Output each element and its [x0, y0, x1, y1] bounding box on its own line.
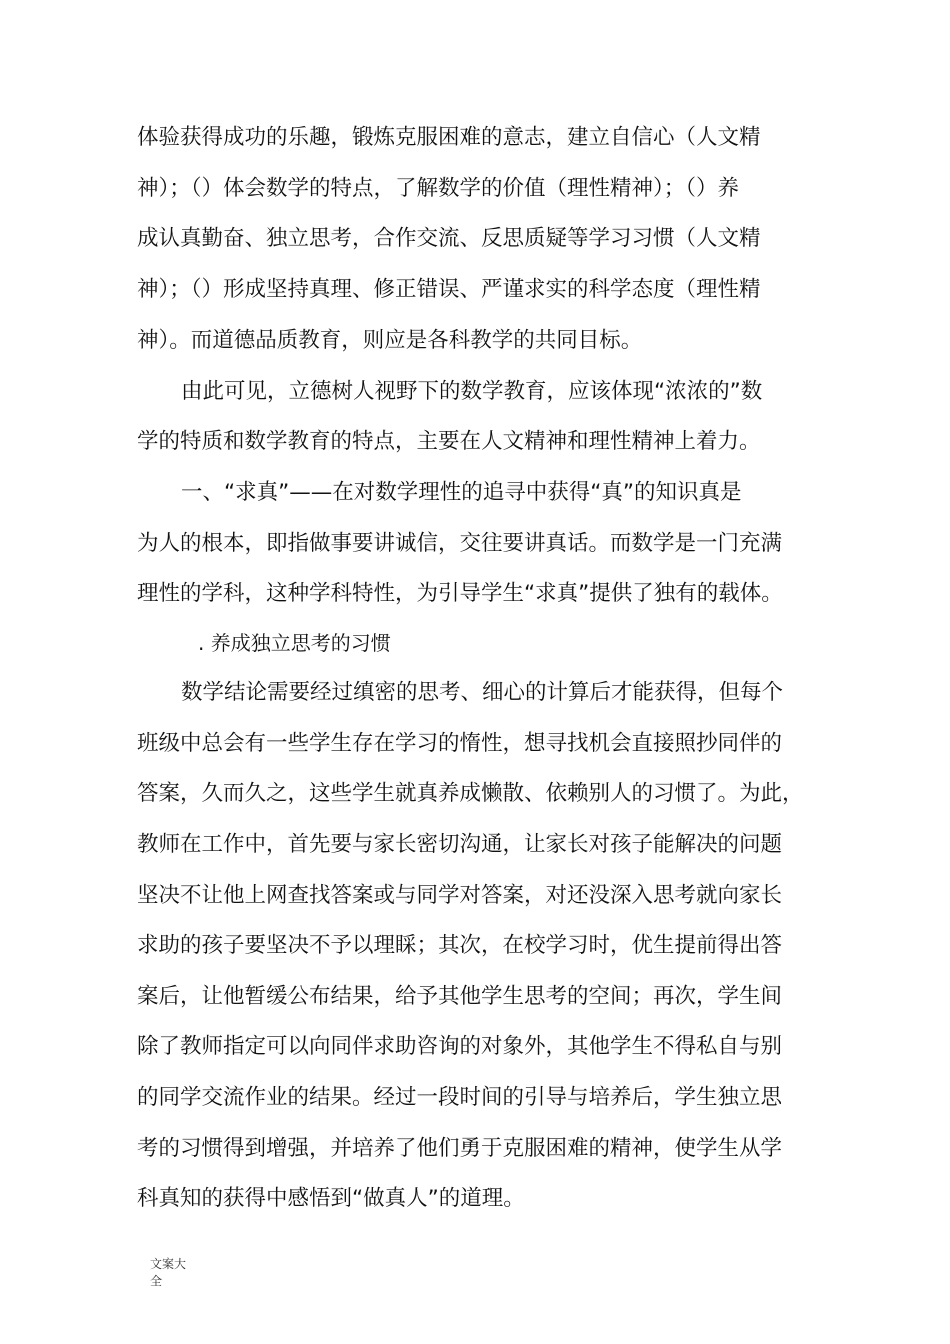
text-line-5: 神）。而道德品质教育，则应是各科教学的共同目标。	[137, 328, 643, 353]
text-line-3: 成认真勤奋、独立思考，合作交流、反思质疑等学习习惯（人文精	[137, 226, 761, 251]
footer-label	[150, 1256, 210, 1290]
text-line-8: 一、“求真”——在对数学理性的追寻中获得“真”的知识真是	[181, 480, 742, 505]
text-line-16: 坚决不让他上网查找答案或与同学对答案，对还没深入思考就向家长	[137, 883, 783, 908]
text-line-22: 科真知的获得中感悟到“做真人”的道理。	[137, 1186, 525, 1211]
text-line-4: 神）；（）形成坚持真理、修正错误、严谨求实的科学态度（理性精	[137, 277, 761, 302]
text-line-15: 教师在工作中，首先要与家长密切沟通，让家长对孩子能解决的问题	[137, 832, 783, 857]
text-line-7: 学的特质和数学教育的特点，主要在人文精神和理性精神上着力。	[137, 429, 761, 454]
section-heading: . 养成独立思考的习惯	[198, 631, 391, 655]
text-line-19: 除了教师指定可以向同伴求助咨询的对象外，其他学生不得私自与别	[137, 1034, 783, 1059]
text-line-14: 答案，久而久之，这些学生就真养成懒散、依赖别人的习惯了。为此，	[137, 781, 804, 806]
text-line-12: 数学结论需要经过缜密的思考、细心的计算后才能获得，但每个	[181, 680, 784, 705]
text-line-20: 的同学交流作业的结果。经过一段时间的引导与培养后，学生独立思	[137, 1085, 783, 1110]
text-line-18: 案后，让他暂缓公布结果，给予其他学生思考的空间；再次，学生间	[137, 984, 783, 1009]
text-line-6: 由此可见，立德树人视野下的数学教育，应该体现“浓浓的”数	[181, 379, 763, 404]
text-line-17: 求助的孩子要坚决不予以理睬；其次，在校学习时，优生提前得出答	[137, 933, 783, 958]
text-line-10: 理性的学科，这种学科特性，为引导学生“求真”提供了独有的载体。	[137, 581, 783, 606]
text-line-1: 体验获得成功的乐趣，锻炼克服困难的意志，建立自信心（人文精	[137, 125, 761, 150]
text-line-13: 班级中总会有一些学生存在学习的惰性，想寻找机会直接照抄同伴的	[137, 731, 783, 756]
text-line-9: 为人的根本，即指做事要讲诚信，交往要讲真话。而数学是一门充满	[137, 531, 783, 556]
text-line-2: 神）；（）体会数学的特点，了解数学的价值（理性精神）；（）养	[137, 176, 740, 201]
footer-line-1: 文案大	[150, 1257, 187, 1271]
footer-line-2: 全	[150, 1274, 163, 1288]
text-line-21: 考的习惯得到增强，并培养了他们勇于克服困难的精神，使学生从学	[137, 1136, 783, 1161]
